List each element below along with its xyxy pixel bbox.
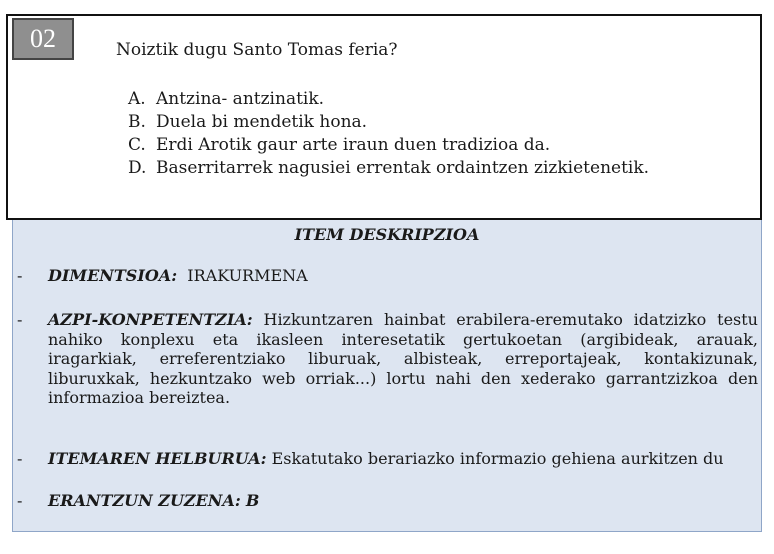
option-c	[128, 134, 649, 157]
option-text: Baserritarrek nagusiei errentak ordaintzen zizkietenetik.	[156, 158, 650, 178]
question-box	[6, 14, 762, 220]
option-letter: D.	[128, 158, 147, 178]
objective-value: Eskatutako berariazko informazio gehiena aurkitzen du	[271, 449, 724, 468]
option-letter: C.	[128, 135, 146, 155]
question-number: 02	[12, 18, 74, 60]
subcompetence-value: Hizkuntzaren hainbat erabilera-eremutako idatzizko testu nahiko konplexu eta ikasleen interesetatik gertukoetan (argibideak, arauak, iragarkiak, erreferentziako liburuak, albisteak, erreportajeak, kontakizunak, liburuxkak, hezkuntzako web orriak...) lortu nahi den xederako garrantzizkoa den informazioa bereiztea.	[48, 310, 758, 407]
item-description-box	[12, 220, 762, 532]
option-a	[128, 88, 649, 111]
option-letter: A.	[128, 89, 146, 109]
option-text: Erdi Arotik gaur arte iraun duen tradizioa da.	[156, 135, 551, 155]
option-text: Duela bi mendetik hona.	[156, 112, 368, 132]
bullet-dash: -	[17, 491, 23, 510]
dimension-value: IRAKURMENA	[187, 266, 308, 285]
question-text: Noiztik dugu Santo Tomas feria?	[116, 40, 398, 60]
bullet-dash: -	[17, 449, 23, 468]
bullet-dash: -	[17, 310, 23, 329]
answer-options	[128, 88, 649, 180]
dimension-label: DIMENTSIOA:	[48, 266, 178, 285]
option-letter: B.	[128, 112, 146, 132]
objective-label: ITEMAREN HELBURUA:	[48, 449, 267, 468]
option-d	[128, 157, 649, 180]
description-title: ITEM DESKRIPZIOA	[294, 225, 480, 244]
subcompetence-label: AZPI-KONPETENTZIA:	[48, 310, 253, 329]
bullet-dash: -	[17, 266, 23, 285]
answer-label: ERANTZUN ZUZENA:	[48, 491, 241, 510]
option-text: Antzina- antzinatik.	[156, 89, 325, 109]
answer-value: B	[245, 491, 260, 510]
option-b	[128, 111, 649, 134]
